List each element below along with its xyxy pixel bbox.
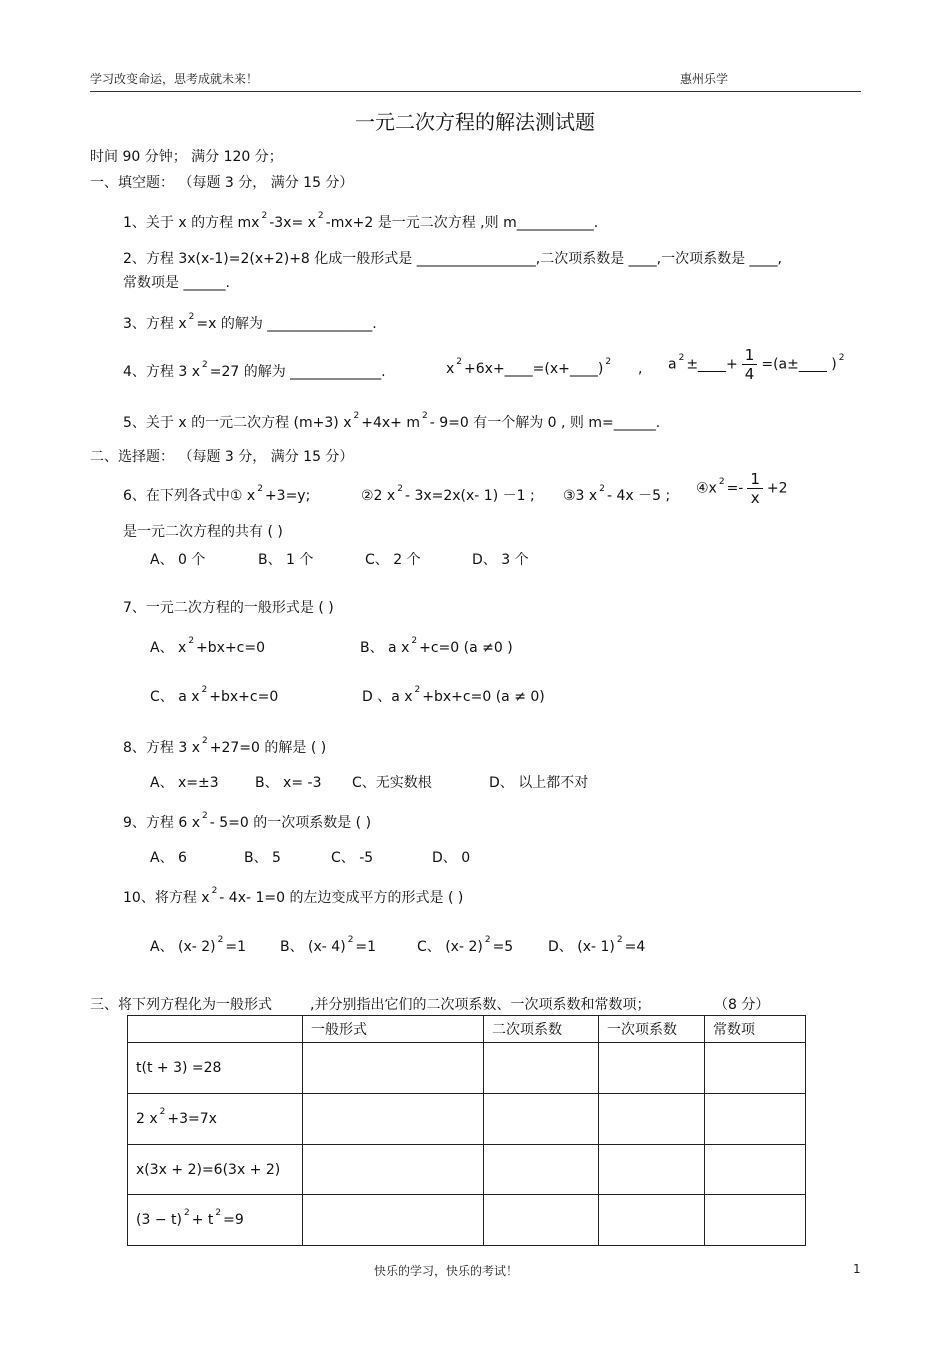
footer-text: 快乐的学习，快乐的考试！ [374,1264,519,1278]
question-6-item-4: ④x $^2$ =- $\frac{1}{x}$ +2 [696,470,788,507]
equation-cell: t(t + 3) =28 [128,1043,303,1094]
question-4-comma: , [638,361,643,377]
question-2-cont: 常数项是 ______. [123,275,230,291]
equation-cell: (3 − t) $^2$ + t $^2$ =9 [128,1195,303,1246]
question-6-stem: 6、在下列各式中① x $^2$ +3=y; [123,484,311,504]
table-row [128,1094,806,1145]
answer-cell [599,1043,705,1094]
table-header-cell [128,1016,303,1043]
header-rule [90,91,861,92]
table-header-row [128,1016,806,1043]
question-6-option-d: D、 3 个 [472,552,529,568]
answer-cell [303,1094,484,1145]
table-row [128,1043,806,1094]
table-header-cell: 二次项系数 [484,1016,599,1043]
section-3-heading-cont: ,并分别指出它们的二次项系数、一次项系数和常数项； [310,997,651,1013]
question-9-option-a: A、 6 [150,850,187,866]
question-4-part2: x $^2$ +6x+____=(x+____) $^2$ [446,357,612,377]
question-9: 9、方程 6 x $^2$ - 5=0 的一次项系数是 ( ) [123,811,372,831]
question-1: 1、关于 x 的方程 mx $^2$ -3x= x $^2$ -mx+2 是一元二次方程 ,则 m___________. [123,211,599,231]
question-9-option-b: B、 5 [244,850,281,866]
question-8-option-d: D、 以上都不对 [489,775,589,791]
question-8-option-a: A、 x=±3 [150,775,219,791]
question-8-option-b: B、 x= -3 [255,775,322,791]
table-row [128,1145,806,1195]
fraction-one-over-x: $\frac{1}{x}$ [747,470,763,507]
question-9-option-c: C、 -5 [331,850,374,866]
question-7-option-d: D 、a x $^2$ +bx+c=0 (a ≠ 0) [362,685,545,705]
question-4-part3: a $^2$ ±____+ $\frac{1}{4}$ =(a±____ ) $^2$ [668,346,845,383]
page-title: 一元二次方程的解法测试题 [355,110,595,134]
question-6-option-b: B、 1 个 [258,552,314,568]
header-left: 学习改变命运，思考成就未来！ [90,72,259,86]
equation-cell: x(3x + 2)=6(3x + 2) [128,1145,303,1195]
question-8-option-c: C、无实数根 [352,775,432,791]
question-6-item-2: ②2 x $^2$ - 3x=2x(x- 1) －1 ; [361,484,535,504]
question-7-option-c: C、 a x $^2$ +bx+c=0 [150,685,279,705]
section-2-heading: 二、选择题： （每题 3 分， 满分 15 分） [90,449,354,465]
table-header-cell: 一次项系数 [599,1016,705,1043]
section-1-heading: 一、填空题： （每题 3 分， 满分 15 分） [90,175,354,191]
answer-cell [484,1195,599,1246]
answer-cell [303,1043,484,1094]
answer-cell [599,1145,705,1195]
question-6-option-c: C、 2 个 [365,552,421,568]
answer-cell [705,1043,806,1094]
question-4: 4、方程 3 x $^2$ =27 的解为 _____________. [123,360,386,380]
section-3-heading: 三、将下列方程化为一般形式 [90,997,272,1013]
answer-cell [705,1195,806,1246]
section-3-score: （8 分） [714,997,770,1013]
question-9-option-d: D、 0 [432,850,471,866]
page-number: 1 [853,1262,861,1276]
question-7: 7、一元二次方程的一般形式是 ( ) [123,600,334,616]
table-row [128,1195,806,1246]
question-5: 5、关于 x 的一元二次方程 (m+3) x $^2$ +4x+ m $^2$ - 9=0 有一个解为 0 , 则 m=______. [123,411,661,431]
question-6-tail: 是一元二次方程的共有 ( ) [123,524,283,540]
question-2: 2、方程 3x(x-1)=2(x+2)+8 化成一般形式是 _________________,二次项系数是 ____,一次项系数是 ____, [123,251,782,267]
answer-cell [303,1145,484,1195]
table-header-cell: 常数项 [705,1016,806,1043]
question-6-option-a: A、 0 个 [150,552,206,568]
fraction-one-quarter: $\frac{1}{4}$ [742,346,758,383]
question-3: 3、方程 x $^2$ =x 的解为 _______________. [123,312,377,332]
answer-cell [599,1094,705,1145]
answer-cell [484,1145,599,1195]
answer-cell [599,1195,705,1246]
answer-cell [303,1195,484,1246]
question-6-item-3: ③3 x $^2$ - 4x －5 ; [563,484,671,504]
question-10-option-a: A、 (x- 2) $^2$ =1 [150,935,247,955]
answer-cell [484,1043,599,1094]
answer-cell [705,1145,806,1195]
question-7-option-b: B、 a x $^2$ +c=0 (a ≠0 ) [360,636,513,656]
question-10-option-b: B、 (x- 4) $^2$ =1 [280,935,377,955]
table-header-cell: 一般形式 [303,1016,484,1043]
equation-cell: 2 x $^2$ +3=7x [128,1094,303,1145]
question-7-option-a: A、 x $^2$ +bx+c=0 [150,636,266,656]
question-8: 8、方程 3 x $^2$ +27=0 的解是 ( ) [123,736,327,756]
question-10-option-d: D、 (x- 1) $^2$ =4 [548,935,646,955]
answer-cell [484,1094,599,1145]
header-right: 惠州乐学 [680,72,729,86]
question-10-option-c: C、 (x- 2) $^2$ =5 [417,935,514,955]
answer-cell [705,1094,806,1145]
equation-table [127,1015,806,1246]
exam-info: 时间 90 分钟； 满分 120 分； [90,149,283,165]
question-10: 10、将方程 x $^2$ - 4x- 1=0 的左边变成平方的形式是 ( ) [123,886,464,906]
